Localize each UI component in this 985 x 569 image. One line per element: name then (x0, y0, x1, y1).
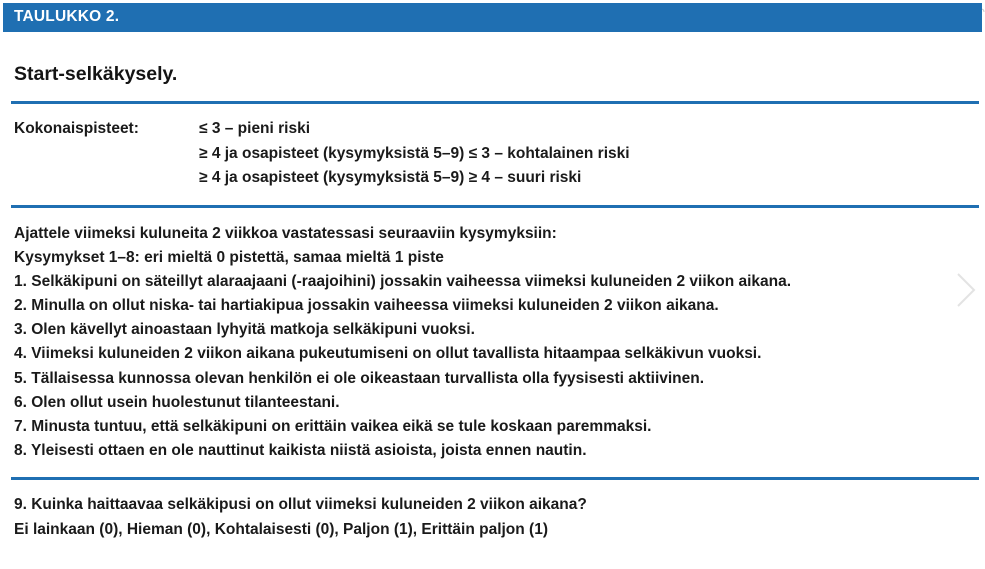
divider (11, 205, 979, 208)
question-item: 2. Minulla on ollut niska- tai hartiakipua jossakin vaiheessa viimeksi kuluneiden 2 viikon aikana. (14, 297, 719, 314)
divider (11, 477, 979, 480)
page-title: Start-selkäkysely. (14, 63, 178, 85)
scoring-line-low: ≤ 3 – pieni riski (199, 120, 311, 137)
question-item: 7. Minusta tuntuu, että selkäkipuni on erittäin vaikea eikä se tule koskaan paremmaksi. (14, 418, 652, 435)
question-item: 4. Viimeksi kuluneiden 2 viikon aikana pukeutumiseni on ollut tavallista hitaampaa selkäkivun vuoksi. (14, 345, 762, 362)
table-header-bar (3, 3, 982, 32)
scoring-label: Kokonaispisteet: (14, 120, 139, 137)
question-item: 3. Olen kävellyt ainoastaan lyhyitä matkoja selkäkipuni vuoksi. (14, 321, 475, 338)
question-item: 5. Tällaisessa kunnossa olevan henkilön ei ole oikeastaan turvallista olla fyysisesti aktiivinen. (14, 370, 705, 387)
instructions-scale: Kysymykset 1–8: eri mieltä 0 pistettä, samaa mieltä 1 piste (14, 249, 444, 266)
divider (11, 101, 979, 104)
question-9: 9. Kuinka haittaavaa selkäkipusi on ollut viimeksi kuluneiden 2 viikon aikana? (14, 496, 587, 513)
table-label: TAULUKKO 2. (14, 8, 120, 25)
question-9-options: Ei lainkaan (0), Hieman (0), Kohtalaisesti (0), Paljon (1), Erittäin paljon (1) (14, 521, 548, 538)
scoring-line-high: ≥ 4 ja osapisteet (kysymyksistä 5–9) ≥ 4 – suuri riski (199, 169, 582, 186)
question-item: 1. Selkäkipuni on säteillyt alaraajaani (-raajoihini) jossakin vaiheessa viimeksi kuluneiden 2 viikon aikana. (14, 273, 792, 290)
scoring-line-medium: ≥ 4 ja osapisteet (kysymyksistä 5–9) ≤ 3 – kohtalainen riski (199, 145, 630, 162)
instructions-intro: Ajattele viimeksi kuluneita 2 viikkoa vastatessasi seuraaviin kysymyksiin: (14, 225, 557, 242)
chevron-right-icon[interactable] (950, 270, 980, 310)
question-item: 6. Olen ollut usein huolestunut tilanteestani. (14, 394, 340, 411)
question-item: 8. Yleisesti ottaen en ole nauttinut kaikista niistä asioista, joista ennen nautin. (14, 442, 587, 459)
